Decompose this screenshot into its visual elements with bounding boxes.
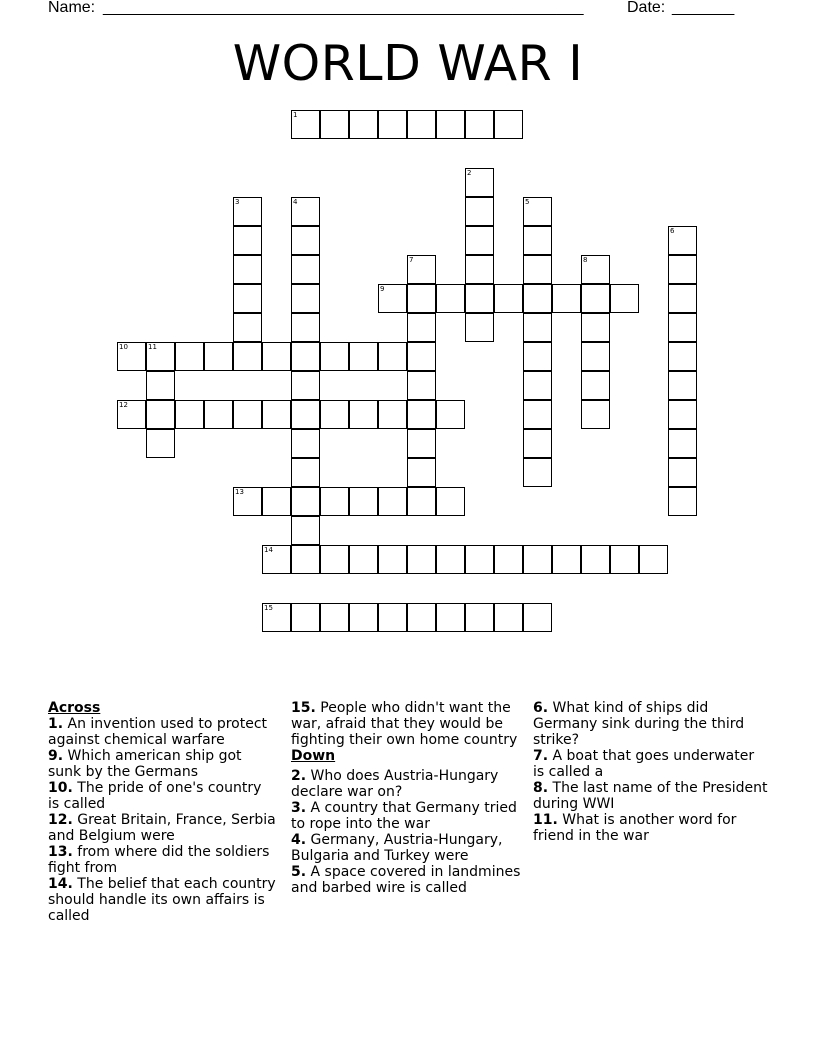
grid-cell[interactable] (320, 487, 349, 516)
down-heading: Down (291, 748, 336, 764)
clue-item (48, 844, 276, 876)
grid-cell[interactable] (465, 197, 494, 226)
grid-cell[interactable] (233, 342, 262, 371)
grid-cell[interactable] (291, 342, 320, 371)
clue-text: A country that Germany tried to rope into the war (291, 800, 517, 832)
clue-text: A boat that goes underwater is called a (533, 748, 755, 780)
clues-column-2 (291, 700, 523, 896)
grid-cell[interactable] (581, 313, 610, 342)
page-title: WORLD WAR I (232, 35, 584, 92)
grid-cell[interactable] (581, 342, 610, 371)
grid-cell[interactable] (639, 545, 668, 574)
grid-cell[interactable] (291, 226, 320, 255)
grid-cell[interactable] (320, 400, 349, 429)
grid-cell[interactable] (407, 458, 436, 487)
clue-text: A space covered in landmines and barbed wire is called (291, 864, 521, 896)
grid-cell[interactable] (523, 255, 552, 284)
clue-item (533, 812, 768, 844)
grid-cell[interactable] (407, 400, 436, 429)
grid-cell[interactable] (668, 429, 697, 458)
cell-number: 12 (119, 401, 128, 409)
clue-text: from where did the soldiers fight from (48, 844, 270, 876)
grid-cell[interactable] (523, 458, 552, 487)
clue-number: 4. (291, 832, 307, 848)
grid-cell[interactable] (523, 429, 552, 458)
cell-number: 2 (467, 169, 472, 177)
grid-cell[interactable] (465, 284, 494, 313)
grid-cell[interactable] (175, 400, 204, 429)
clue-number: 11. (533, 812, 558, 828)
clue-number: 10. (48, 780, 73, 796)
grid-cell[interactable] (262, 400, 291, 429)
grid-cell[interactable] (436, 545, 465, 574)
date-field-line[interactable]: _______ (672, 0, 735, 16)
grid-cell[interactable] (523, 284, 552, 313)
grid-cell[interactable] (465, 226, 494, 255)
clue-item (291, 768, 523, 800)
grid-cell[interactable] (581, 545, 610, 574)
grid-cell[interactable] (668, 458, 697, 487)
grid-cell[interactable] (436, 603, 465, 632)
clue-number: 8. (533, 780, 549, 796)
grid-cell[interactable] (262, 342, 291, 371)
grid-cell[interactable] (291, 487, 320, 516)
grid-cell[interactable] (668, 400, 697, 429)
clue-number: 6. (533, 700, 549, 716)
clue-text: Who does Austria-Hungary declare war on? (291, 768, 499, 800)
date-label: Date: (627, 0, 666, 16)
grid-cell[interactable] (291, 400, 320, 429)
grid-cell[interactable] (552, 284, 581, 313)
grid-cell[interactable] (291, 429, 320, 458)
cell-number: 7 (409, 256, 414, 264)
grid-cell[interactable] (204, 400, 233, 429)
cell-number: 5 (525, 198, 530, 206)
grid-cell[interactable] (581, 371, 610, 400)
clue-number: 15. (291, 700, 316, 716)
clue-number: 12. (48, 812, 73, 828)
clue-text: The pride of one's country is called (48, 780, 262, 812)
cell-number: 3 (235, 198, 240, 206)
grid-cell[interactable] (233, 400, 262, 429)
grid-cell[interactable] (349, 400, 378, 429)
grid-cell[interactable] (407, 545, 436, 574)
grid-cell[interactable] (494, 545, 523, 574)
grid-cell[interactable] (465, 110, 494, 139)
grid-cell[interactable] (233, 226, 262, 255)
grid-cell[interactable] (233, 284, 262, 313)
grid-cell[interactable] (465, 545, 494, 574)
cell-number: 13 (235, 488, 244, 496)
grid-cell[interactable] (320, 545, 349, 574)
grid-cell[interactable] (523, 400, 552, 429)
grid-cell[interactable] (523, 545, 552, 574)
clue-text: The last name of the President during WWI (533, 780, 768, 812)
grid-cell[interactable] (378, 545, 407, 574)
grid-cell[interactable] (175, 342, 204, 371)
clue-item (48, 716, 276, 748)
grid-cell[interactable] (523, 603, 552, 632)
name-field-line[interactable]: ______________________________________________________ (103, 0, 584, 16)
cell-number: 8 (583, 256, 588, 264)
grid-cell[interactable] (668, 487, 697, 516)
grid-cell[interactable] (523, 226, 552, 255)
grid-cell[interactable] (349, 110, 378, 139)
grid-cell[interactable] (668, 313, 697, 342)
grid-cell[interactable] (320, 110, 349, 139)
cell-number: 15 (264, 604, 273, 612)
grid-cell[interactable] (407, 371, 436, 400)
grid-cell[interactable] (436, 400, 465, 429)
grid-cell[interactable] (291, 603, 320, 632)
grid-cell[interactable] (291, 516, 320, 545)
grid-cell[interactable] (494, 110, 523, 139)
clue-number: 2. (291, 768, 307, 784)
grid-cell[interactable] (378, 110, 407, 139)
grid-cell[interactable] (436, 487, 465, 516)
grid-cell[interactable] (233, 313, 262, 342)
clue-text: Great Britain, France, Serbia and Belgium were (48, 812, 276, 844)
cell-number: 1 (293, 111, 298, 119)
grid-cell[interactable] (668, 371, 697, 400)
grid-cell[interactable] (465, 313, 494, 342)
grid-cell[interactable] (262, 487, 291, 516)
grid-cell[interactable] (378, 487, 407, 516)
grid-cell[interactable] (407, 313, 436, 342)
grid-cell[interactable] (233, 255, 262, 284)
grid-cell[interactable] (291, 458, 320, 487)
grid-cell[interactable] (465, 255, 494, 284)
grid-cell[interactable] (436, 284, 465, 313)
grid-cell[interactable] (407, 429, 436, 458)
grid-cell[interactable] (146, 429, 175, 458)
grid-cell[interactable] (465, 603, 494, 632)
grid-cell[interactable] (291, 255, 320, 284)
cell-number: 9 (380, 285, 385, 293)
clue-text: An invention used to protect against chemical warfare (48, 716, 268, 748)
grid-cell[interactable] (668, 284, 697, 313)
grid-cell[interactable] (610, 284, 639, 313)
grid-cell[interactable] (407, 284, 436, 313)
clue-item (533, 780, 768, 812)
clue-item (533, 748, 768, 780)
grid-cell[interactable] (581, 284, 610, 313)
clue-item (533, 700, 768, 748)
clue-item (291, 864, 523, 896)
grid-cell[interactable] (349, 603, 378, 632)
clue-text: People who didn't want the war, afraid that they would be fighting their own home country (291, 700, 518, 748)
clue-text: Germany, Austria-Hungary, Bulgaria and Turkey were (291, 832, 503, 864)
clue-number: 13. (48, 844, 73, 860)
clue-item (48, 748, 276, 780)
cell-number: 11 (148, 343, 157, 351)
grid-cell[interactable] (581, 400, 610, 429)
grid-cell[interactable] (494, 603, 523, 632)
grid-cell[interactable] (349, 487, 378, 516)
grid-cell[interactable] (204, 342, 233, 371)
grid-cell[interactable] (668, 255, 697, 284)
grid-cell[interactable] (146, 371, 175, 400)
clue-number: 3. (291, 800, 307, 816)
grid-cell[interactable] (146, 400, 175, 429)
clue-number: 14. (48, 876, 73, 892)
grid-cell[interactable] (610, 545, 639, 574)
grid-cell[interactable] (378, 400, 407, 429)
grid-cell[interactable] (668, 342, 697, 371)
clue-number: 7. (533, 748, 549, 764)
grid-cell[interactable] (291, 545, 320, 574)
name-label: Name: (48, 0, 96, 16)
grid-cell[interactable] (523, 313, 552, 342)
grid-cell[interactable] (291, 371, 320, 400)
clue-text: The belief that each country should handle its own affairs is called (48, 876, 276, 924)
cell-number: 4 (293, 198, 298, 206)
across-heading: Across (48, 700, 101, 716)
grid-cell[interactable] (407, 487, 436, 516)
clue-item (291, 700, 523, 748)
clue-text: Which american ship got sunk by the Germans (48, 748, 242, 780)
grid-cell[interactable] (320, 603, 349, 632)
grid-cell[interactable] (349, 342, 378, 371)
clue-number: 1. (48, 716, 64, 732)
grid-cell[interactable] (436, 110, 465, 139)
clue-text: What kind of ships did Germany sink during the third strike? (533, 700, 745, 748)
grid-cell[interactable] (407, 110, 436, 139)
cell-number: 10 (119, 343, 128, 351)
cell-number: 14 (264, 546, 273, 554)
grid-cell[interactable] (552, 545, 581, 574)
grid-cell[interactable] (523, 342, 552, 371)
grid-cell[interactable] (378, 342, 407, 371)
grid-cell[interactable] (291, 284, 320, 313)
clue-item (48, 812, 276, 844)
clue-item (291, 800, 523, 832)
clue-item (48, 876, 276, 924)
grid-cell[interactable] (494, 284, 523, 313)
clue-item (291, 832, 523, 864)
grid-cell[interactable] (291, 313, 320, 342)
grid-cell[interactable] (407, 603, 436, 632)
grid-cell[interactable] (523, 371, 552, 400)
grid-cell[interactable] (407, 342, 436, 371)
clues-column-3 (533, 700, 768, 844)
clue-item (48, 780, 276, 812)
clues-column-1 (48, 700, 276, 924)
cell-number: 6 (670, 227, 675, 235)
clue-number: 5. (291, 864, 307, 880)
grid-cell[interactable] (349, 545, 378, 574)
clue-text: What is another word for friend in the war (533, 812, 737, 844)
grid-cell[interactable] (320, 342, 349, 371)
clue-number: 9. (48, 748, 64, 764)
grid-cell[interactable] (378, 603, 407, 632)
